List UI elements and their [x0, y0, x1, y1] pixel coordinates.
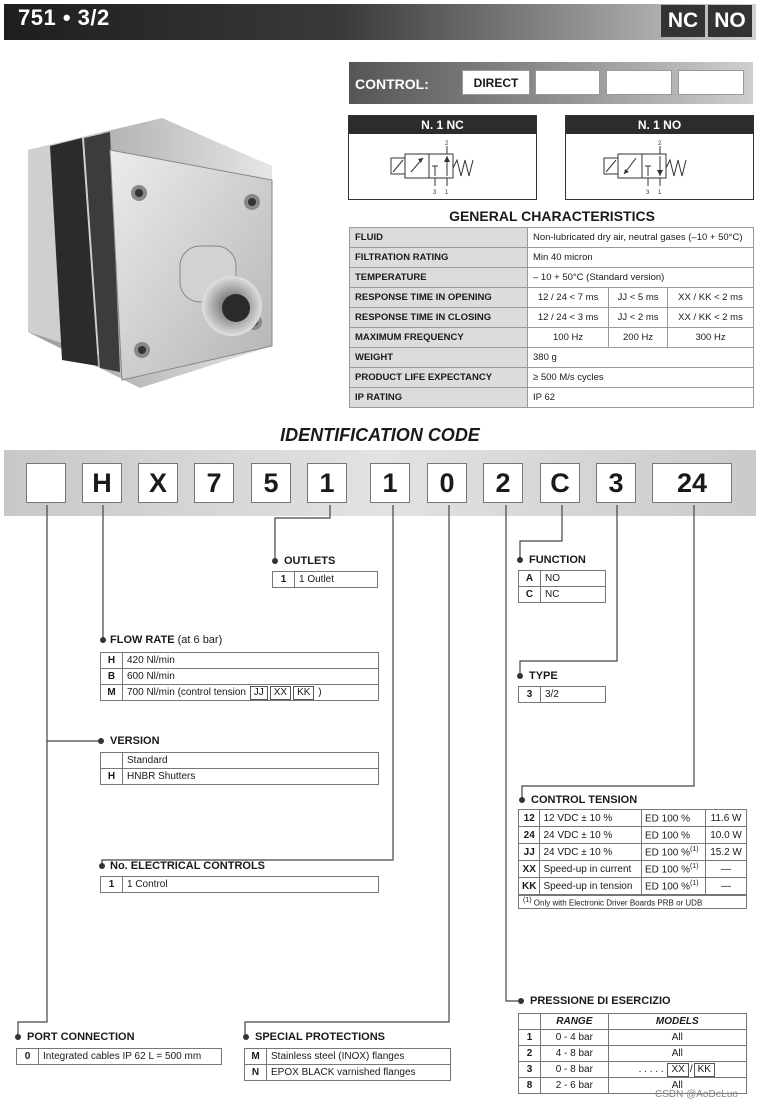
watermark: CSDN @AoDeLuo — [655, 1089, 738, 1100]
page-title: 751 • 3/2 — [18, 5, 110, 30]
type-title: TYPE — [529, 670, 558, 682]
characteristic-key: RESPONSE TIME IN CLOSING — [350, 308, 528, 328]
tension-code: 24 — [519, 827, 540, 844]
symbol-no-title: N. 1 NO — [566, 116, 753, 134]
control-option-direct: DIRECT — [462, 70, 530, 95]
code-digit-box: 1 — [370, 463, 410, 503]
flow-rate-title-text: FLOW RATE — [110, 634, 175, 646]
outlets-table — [272, 571, 378, 588]
option-value — [123, 685, 379, 701]
version-title: VERSION — [110, 735, 160, 747]
option-value: EPOX BLACK varnished flanges — [267, 1065, 451, 1081]
duty-text: ED 100 % — [644, 864, 690, 876]
pressure-range: 0 - 8 bar — [541, 1062, 609, 1078]
characteristic-key: MAXIMUM FREQUENCY — [350, 328, 528, 348]
table-header-row — [519, 1014, 747, 1030]
option-key: A — [519, 571, 541, 587]
option-key — [101, 753, 123, 769]
pressure-models: All — [608, 1078, 746, 1094]
outlets-title: OUTLETS — [284, 555, 336, 567]
chip-kk: KK — [694, 1063, 715, 1077]
table-row — [519, 587, 606, 603]
characteristic-key: TEMPERATURE — [350, 268, 528, 288]
option-value: Standard — [123, 753, 379, 769]
tension-desc: Speed-up in current — [540, 861, 642, 878]
characteristic-value: 380 g — [528, 348, 754, 368]
tension-power: 15.2 W — [706, 844, 747, 861]
option-value: HNBR Shutters — [123, 769, 379, 785]
code-digit-box: 0 — [427, 463, 467, 503]
footnote-mark: (1) — [523, 897, 532, 904]
bullet-icon — [517, 557, 523, 563]
code-digit-box: 3 — [596, 463, 636, 503]
option-value: 1 Outlet — [295, 572, 378, 588]
flow-m-close: ) — [318, 686, 322, 698]
table-row — [519, 810, 747, 827]
tension-power: — — [706, 878, 747, 895]
function-table — [518, 570, 606, 603]
duty-text: ED 100 % — [644, 847, 690, 859]
table-row — [519, 1046, 747, 1062]
characteristic-value: ≥ 500 M/s cycles — [528, 368, 754, 388]
bullet-icon — [517, 673, 523, 679]
pressure-models — [608, 1062, 746, 1078]
option-value: 1 Control — [123, 877, 379, 893]
pressure-key: 1 — [519, 1030, 541, 1046]
characteristic-value: 200 Hz — [609, 328, 668, 348]
table-row — [519, 1030, 747, 1046]
control-tension-table — [518, 809, 747, 895]
option-value: 420 Nl/min — [123, 653, 379, 669]
pressure-header-models: MODELS — [608, 1014, 746, 1030]
characteristic-value: – 10 + 50°C (Standard version) — [528, 268, 754, 288]
table-row — [101, 653, 379, 669]
control-tension-note — [518, 895, 747, 909]
port-3-label: 3 — [646, 190, 650, 196]
characteristic-value: 300 Hz — [668, 328, 754, 348]
duty-text: ED 100 % — [644, 881, 690, 893]
chip-xx: XX — [270, 686, 291, 700]
function-title: FUNCTION — [529, 554, 586, 566]
tension-desc: Speed-up in tension — [540, 878, 642, 895]
flow-m-text: 700 Nl/min (control tension — [127, 686, 246, 698]
footnote-mark: (1) — [690, 879, 699, 887]
flow-rate-title — [110, 634, 222, 646]
electrical-title: No. ELECTRICAL CONTROLS — [110, 860, 266, 872]
option-value: NO — [541, 571, 606, 587]
table-row — [273, 572, 378, 588]
tension-code: KK — [519, 878, 540, 895]
bullet-icon — [100, 637, 106, 643]
tension-desc: 24 VDC ± 10 % — [540, 844, 642, 861]
option-value: 3/2 — [541, 687, 606, 703]
general-characteristics-title: GENERAL CHARACTERISTICS — [449, 208, 655, 224]
special-protections-title: SPECIAL PROTECTIONS — [255, 1031, 385, 1043]
bullet-icon — [243, 1034, 249, 1040]
code-digit-box: C — [540, 463, 580, 503]
special-table — [244, 1048, 451, 1081]
option-key: 3 — [519, 687, 541, 703]
pressure-header-range: RANGE — [541, 1014, 609, 1030]
pressure-models: All — [608, 1046, 746, 1062]
characteristic-value: Non-lubricated dry air, neutral gases (–10 + 50°C) — [528, 228, 754, 248]
characteristic-value: JJ < 5 ms — [609, 288, 668, 308]
port-connection-title: PORT CONNECTION — [27, 1031, 135, 1043]
table-row — [17, 1049, 222, 1065]
chip-kk: KK — [293, 686, 314, 700]
characteristic-value: 12 / 24 < 3 ms — [528, 308, 609, 328]
characteristic-key: IP RATING — [350, 388, 528, 408]
version-table — [100, 752, 379, 785]
chip-jj: JJ — [250, 686, 268, 700]
flow-rate-note: (at 6 bar) — [177, 634, 223, 646]
code-digit-box: X — [138, 463, 178, 503]
bullet-icon — [15, 1034, 21, 1040]
pressure-header-blank — [519, 1014, 541, 1030]
port-1-label: 1 — [445, 190, 449, 196]
pressure-range: 0 - 4 bar — [541, 1030, 609, 1046]
option-key: N — [245, 1065, 267, 1081]
no-badge: NO — [708, 5, 752, 37]
tension-duty — [641, 878, 705, 895]
option-value: NC — [541, 587, 606, 603]
flow-rate-table — [100, 652, 379, 701]
model-dots: . . . . . — [638, 1063, 664, 1075]
table-row — [519, 827, 747, 844]
tension-power: 10.0 W — [706, 827, 747, 844]
option-key: C — [519, 587, 541, 603]
code-digit-box: H — [82, 463, 122, 503]
tension-code: JJ — [519, 844, 540, 861]
port-2-label: 2 — [658, 141, 662, 147]
tension-code: XX — [519, 861, 540, 878]
option-key: H — [101, 653, 123, 669]
duty-text: ED 100 % — [644, 813, 690, 825]
table-row — [101, 877, 379, 893]
bullet-icon — [518, 998, 524, 1004]
tension-duty — [641, 827, 705, 844]
control-label: CONTROL: — [355, 76, 429, 92]
code-digit-box: 5 — [251, 463, 291, 503]
option-key: M — [101, 685, 123, 701]
characteristic-value: XX / KK < 2 ms — [668, 308, 754, 328]
nc-badge: NC — [661, 5, 705, 37]
model-sep: / — [689, 1063, 693, 1075]
table-row — [101, 685, 379, 701]
type-table — [518, 686, 606, 703]
table-row — [245, 1049, 451, 1065]
tension-duty — [641, 844, 705, 861]
table-row — [519, 878, 747, 895]
table-row — [245, 1065, 451, 1081]
option-value: Stainless steel (INOX) flanges — [267, 1049, 451, 1065]
bullet-icon — [519, 797, 525, 803]
bullet-icon — [98, 738, 104, 744]
characteristic-key: WEIGHT — [350, 348, 528, 368]
pressure-key: 2 — [519, 1046, 541, 1062]
footnote-mark: (1) — [690, 862, 699, 870]
footnote-text: Only with Electronic Driver Boards PRB or UDB — [533, 898, 703, 908]
port-table — [16, 1048, 222, 1065]
table-row — [519, 861, 747, 878]
option-key: 0 — [17, 1049, 39, 1065]
table-row — [519, 571, 606, 587]
tension-code: 12 — [519, 810, 540, 827]
characteristic-value: XX / KK < 2 ms — [668, 288, 754, 308]
characteristic-value: Min 40 micron — [528, 248, 754, 268]
table-row — [101, 753, 379, 769]
characteristic-key: FILTRATION RATING — [350, 248, 528, 268]
code-digit-box: 7 — [194, 463, 234, 503]
tension-desc: 24 VDC ± 10 % — [540, 827, 642, 844]
characteristic-value: 100 Hz — [528, 328, 609, 348]
characteristic-value: 12 / 24 < 7 ms — [528, 288, 609, 308]
tension-power: 11.6 W — [706, 810, 747, 827]
chip-xx: XX — [667, 1063, 688, 1077]
characteristic-key: FLUID — [350, 228, 528, 248]
characteristic-value: IP 62 — [528, 388, 754, 408]
pressure-models: All — [608, 1030, 746, 1046]
code-digit-box: 2 — [483, 463, 523, 503]
option-key: 1 — [273, 572, 295, 588]
characteristic-key: RESPONSE TIME IN OPENING — [350, 288, 528, 308]
option-key: H — [101, 769, 123, 785]
duty-text: ED 100 % — [644, 830, 690, 842]
footnote-mark: (1) — [690, 845, 699, 853]
pressure-title: PRESSIONE DI ESERCIZIO — [530, 995, 671, 1007]
table-row — [519, 844, 747, 861]
tension-duty — [641, 861, 705, 878]
table-row — [519, 687, 606, 703]
table-row — [101, 769, 379, 785]
electrical-table — [100, 876, 379, 893]
option-value: 600 Nl/min — [123, 669, 379, 685]
tension-desc: 12 VDC ± 10 % — [540, 810, 642, 827]
port-1-label: 1 — [658, 190, 662, 196]
characteristic-value: JJ < 2 ms — [609, 308, 668, 328]
pressure-range: 2 - 6 bar — [541, 1078, 609, 1094]
pressure-table — [518, 1013, 747, 1094]
code-digit-box: 24 — [652, 463, 732, 503]
pressure-key: 8 — [519, 1078, 541, 1094]
port-2-label: 2 — [445, 141, 449, 147]
code-digit-box: 1 — [307, 463, 347, 503]
option-key: M — [245, 1049, 267, 1065]
option-key: 1 — [101, 877, 123, 893]
table-row — [101, 669, 379, 685]
bullet-icon — [272, 558, 278, 564]
option-key: B — [101, 669, 123, 685]
tension-power: — — [706, 861, 747, 878]
bullet-icon — [99, 863, 105, 869]
pressure-range: 4 - 8 bar — [541, 1046, 609, 1062]
table-row — [519, 1062, 747, 1078]
characteristic-key: PRODUCT LIFE EXPECTANCY — [350, 368, 528, 388]
control-tension-title: CONTROL TENSION — [531, 794, 638, 806]
tension-duty — [641, 810, 705, 827]
symbol-nc-title: N. 1 NC — [349, 116, 536, 134]
option-value: Integrated cables IP 62 L = 500 mm — [39, 1049, 222, 1065]
port-3-label: 3 — [433, 190, 437, 196]
identification-code-title: IDENTIFICATION CODE — [280, 425, 480, 445]
pressure-key: 3 — [519, 1062, 541, 1078]
